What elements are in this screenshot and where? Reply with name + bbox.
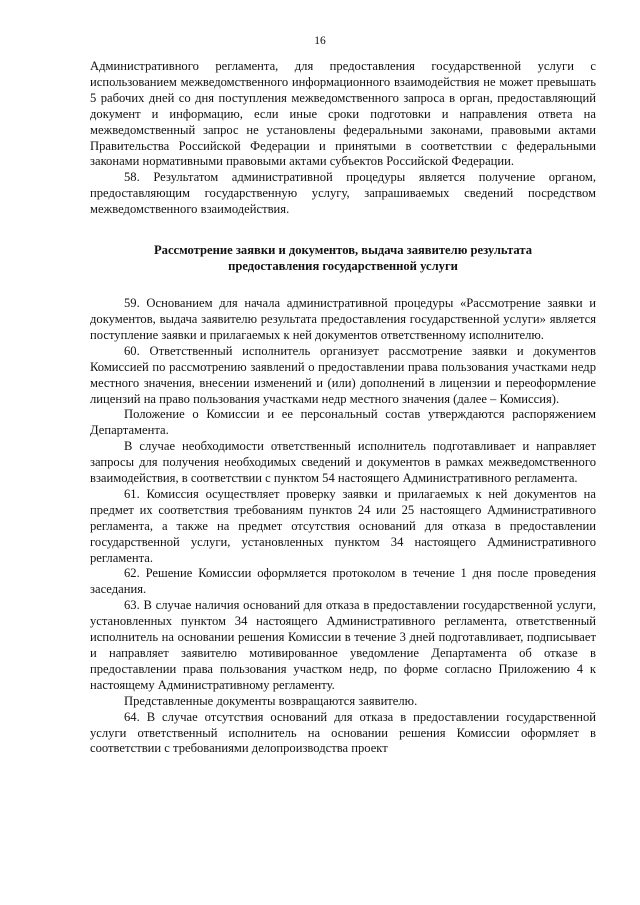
paragraph-59: 59. Основанием для начала административной процедуры «Рассмотрение заявки и документов, выдача заявителю результата предоставления государственной услуги» является поступление заявки и прилагаемых к ней документов ответственному исполнителю. — [90, 296, 596, 342]
paragraph-60: 60. Ответственный исполнитель организует рассмотрение заявки и документов Комиссией по рассмотрению заявлений о предоставлении права пользования участками недр местного значения, внесении изменений и (или) дополнений в лицензии и переоформление лицензий на право пользования участками недр местного значения (далее – Комиссия). — [90, 343, 596, 406]
paragraph-63: 63. В случае наличия оснований для отказа в предоставлении государственной услуги, установленных пунктом 34 настоящего Административного регламента, ответственный исполнитель на основании решения Комиссии в течение 3 дней подготавливает, подписывает и направляет заявителю мотивированное уведомление Департамента об отказе в предоставлении права пользования участком недр, по форме согласно Приложению 4 к настоящему Административному регламенту. — [90, 598, 596, 692]
section-heading-line-2: предоставления государственной услуги — [228, 259, 458, 274]
section-heading-line-1: Рассмотрение заявки и документов, выдача заявителю результата — [153, 243, 533, 258]
paragraph-continuation: Административного регламента, для предоставления государственной услуги с использованием межведомственного информационного взаимодействия не может превышать 5 рабочих дней со дня поступления межведомственного запроса в орган, предоставляющий документ и информацию, если иные сроки подготовки и направления ответа на межведомственный запрос не установлены федеральными законами, правовыми актами Правительства Российской Федерации и принятыми в соответствии с федеральными законами нормативными правовыми актами субъектов Российской Федерации. — [90, 59, 596, 169]
page-number: 16 — [314, 35, 326, 47]
paragraph-62: 62. Решение Комиссии оформляется протоколом в течение 1 дня после проведения заседания. — [90, 566, 596, 597]
paragraph-63-returned: Представленные документы возвращаются заявителю. — [124, 693, 418, 708]
paragraph-64: 64. В случае отсутствия оснований для отказа в предоставлении государственной услуги ответственный исполнитель на основании решения Комиссии оформляет в соответствии с требованиями делопроизводства проект — [90, 709, 596, 756]
document-body — [90, 59, 596, 757]
paragraph-60-commission: Положение о Комиссии и ее персональный состав утверждаются распоряжением Департамента. — [90, 407, 596, 438]
section-heading — [90, 242, 596, 274]
paragraph-60-requests: В случае необходимости ответственный исполнитель подготавливает и направляет запросы для получения необходимых сведений и документов в рамках межведомственного взаимодействия, в соответствии с пунктом 54 настоящего Административного регламента. — [90, 439, 596, 486]
paragraph-61: 61. Комиссия осуществляет проверку заявки и прилагаемых к ней документов на предмет их соответствия требованиям пунктов 24 или 25 настоящего Административного регламента, а также на предмет отсутствия оснований для отказа в предоставлении государственной услуги, установленных пунктом 34 настоящего Административного регламента. — [90, 486, 596, 565]
paragraph-58: 58. Результатом административной процедуры является получение органом, предоставляющим государственную услугу, запрашиваемых сведений посредством межведомственного взаимодействия. — [90, 170, 596, 217]
